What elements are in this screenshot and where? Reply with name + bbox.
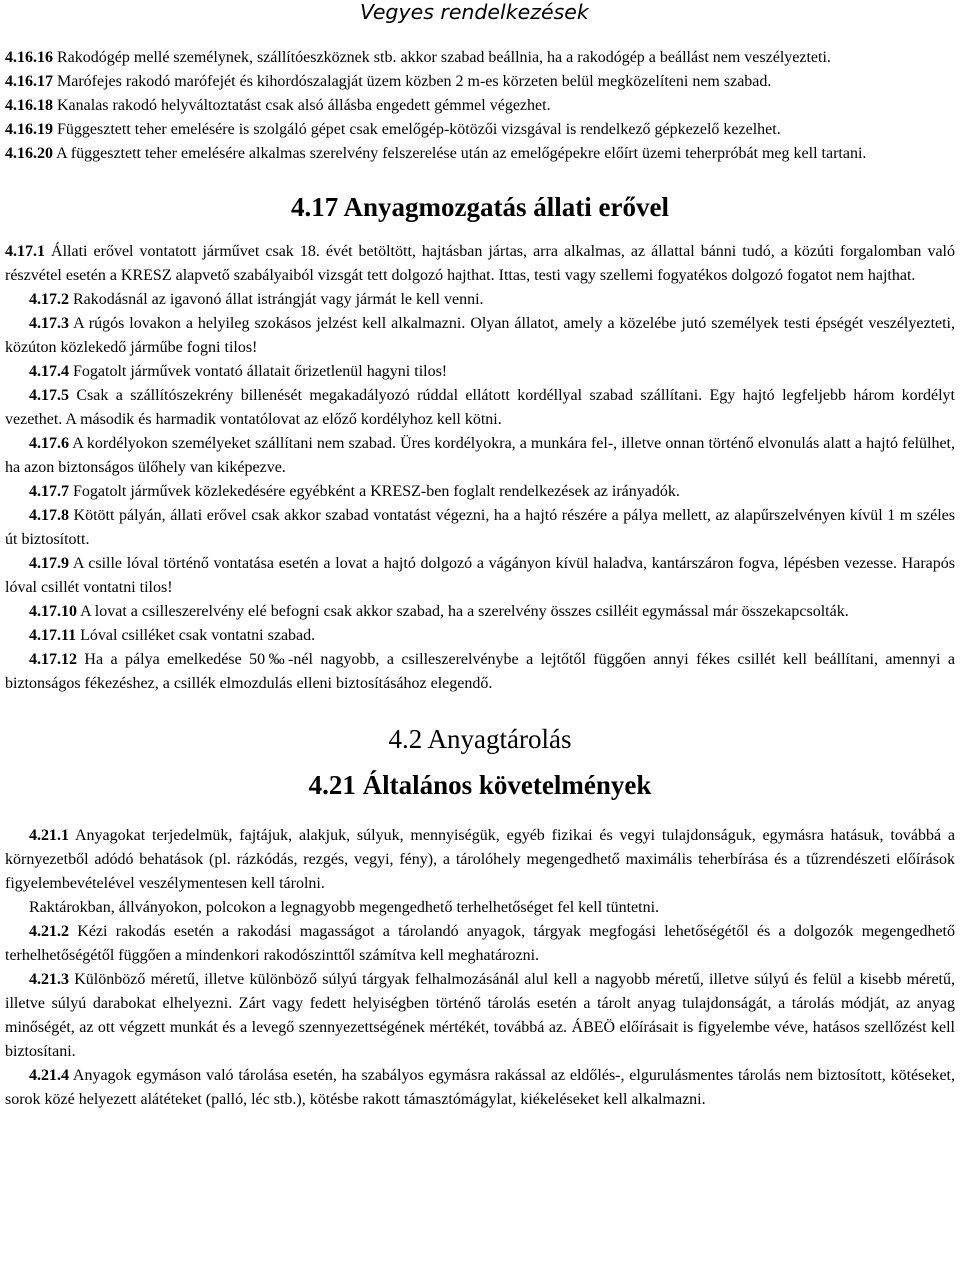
paragraph-4-17-11 — [5, 624, 955, 648]
section-number: 4.17.2 — [29, 291, 69, 308]
paragraph-4-21-1 — [5, 824, 955, 896]
paragraph-4-17-6 — [5, 432, 955, 480]
paragraph-4-21-3 — [5, 968, 955, 1064]
paragraph-text: A rúgós lovakon a helyileg szokásos jelzést kell alkalmazni. Olyan állatot, amely a közelébe jutó személyek testi épségét veszélyezteti, közúton közlekedő járműbe fogni tilos! — [5, 315, 955, 356]
paragraph-text: Ha a pálya emelkedése 50‰-nél nagyobb, a csilleszerelvénybe a lejtőtől függően annyi fékes csillét kell beállítani, amennyi a biztonságos fékezéshez, a csillék elmozdulás elleni biztosításához elegendő. — [5, 651, 955, 692]
paragraph-4-17-1 — [5, 240, 955, 288]
paragraph-text: Anyagokat terjedelmük, fajtájuk, alakjuk, súlyuk, mennyiségük, egyéb fizikai és vegyi tulajdonságuk, egymásra hatásuk, továbbá a környezetből adódó behatások (pl. rázkódás, rezgés, vegyi, fény), a tárolóhely megengedhető maximális teherbírása és a tűzrendészeti előírások figyelembevételével veszélymentesen kell tárolni. — [5, 827, 955, 892]
section-number: 4.16.16 — [5, 49, 53, 66]
heading-4-2: 4.2 Anyagtárolás — [388, 724, 572, 754]
paragraph-text: Kanalas rakodó helyváltoztatást csak alsó állásba engedett gémmel végezhet. — [53, 97, 551, 114]
paragraph-4-16-19 — [5, 118, 955, 142]
paragraph-text: Függesztett teher emelésére is szolgáló gépet csak emelőgép-kötözői vizsgával is rendelkező gépkezelő kezelhet. — [53, 121, 781, 138]
section-number: 4.17.3 — [29, 315, 69, 332]
document-body — [5, 46, 955, 1112]
section-number: 4.21.3 — [29, 971, 69, 988]
section-number: 4.16.20 — [5, 145, 53, 162]
paragraph-text: A kordélyokon személyeket szállítani nem szabad. Üres kordélyokra, a munkára fel-, illetve onnan történő elvonulás alatt a hajtó felülhet, ha azon biztonságos ülőhely van kiképezve. — [5, 435, 955, 476]
section-number: 4.17.12 — [29, 651, 77, 668]
paragraph-text: Kötött pályán, állati erővel csak akkor szabad vontatást végezni, ha a hajtó részére a pálya mellett, az alapűrszelvényen kívül 1 m széles út biztosított. — [5, 507, 955, 548]
paragraph-4-16-18 — [5, 94, 955, 118]
paragraph-text: Állati erővel vontatott járművet csak 18. évét betöltött, hajtásban jártas, arra alkalmas, az állattal bánni tudó, a közúti forgalomban való részvétel esetén a KRESZ alapvető szabályaiból vizsgát tett dolgozó hajthat. Ittas, testi vagy szellemi fogyatékos dolgozó fogatot nem hajthat. — [5, 243, 955, 284]
paragraph-4-21-2 — [5, 920, 955, 968]
section-number: 4.17.6 — [29, 435, 69, 452]
paragraph-4-21-1-b: Raktárokban, állványokon, polcokon a legnagyobb megengedhető terhelhetőséget fel kell tüntetni. — [29, 899, 660, 916]
section-number: 4.17.4 — [29, 363, 69, 380]
section-number: 4.21.1 — [29, 827, 69, 844]
section-number: 4.17.9 — [29, 555, 69, 572]
paragraph-text: Különböző méretű, illetve különböző súlyú tárgyak felhalmozásánál alul kell a nagyobb méretű, illetve súlyú és felül a kisebb méretű, illetve súlyú darabokat elhelyezni. Zárt vagy fedett helyiségben történő tárolás esetén a tárolt anyag tulajdonságát, a tárolás módját, az anyag minőségét, az ott végzett munkát és a levegő szennyezettségének mértékét, továbbá az. ÁBEÖ előírásait is figyelembe véve, hatásos szellőzést kell biztosítani. — [5, 971, 955, 1060]
heading-4-17: 4.17 Anyagmozgatás állati erővel — [291, 192, 669, 222]
paragraph-text: Rakodásnál az igavonó állat istrángját vagy jármát le kell venni. — [69, 291, 484, 308]
section-number: 4.17.8 — [29, 507, 69, 524]
paragraph-4-17-10 — [5, 600, 955, 624]
paragraph-text: A lovat a csilleszerelvény elé befogni csak akkor szabad, ha a szerelvény összes csilléit egymással már összekapcsolták. — [77, 603, 849, 620]
paragraph-text: Lóval csilléket csak vontatni szabad. — [76, 627, 316, 644]
paragraph-text: Fogatolt járművek közlekedésére egyébként a KRESZ-ben foglalt rendelkezések az irányadók. — [69, 483, 680, 500]
paragraph-4-16-16 — [5, 46, 955, 70]
paragraph-4-17-4 — [5, 360, 955, 384]
paragraph-text: Anyagok egymáson való tárolása esetén, ha szabályos egymásra rakással az eldőlés-, elgurulásmentes tárolás nem biztosított, kötéseket, sorok közé helyezett alátéteket (palló, léc stb.), kötésbe rakott támasztómágylat, kiékeléseket kell alkalmazni. — [5, 1067, 955, 1108]
section-number: 4.16.17 — [5, 73, 53, 90]
paragraph-4-16-20 — [5, 142, 955, 166]
paragraph-4-21-4 — [5, 1064, 955, 1112]
paragraph-4-17-12 — [5, 648, 955, 696]
paragraph-4-17-2 — [5, 288, 955, 312]
paragraph-4-16-17 — [5, 70, 955, 94]
section-number: 4.17.7 — [29, 483, 69, 500]
paragraph-text: A függesztett teher emelésére alkalmas szerelvény felszerelése után az emelőgépekre előírt üzemi teherpróbát meg kell tartani. — [53, 145, 867, 162]
section-number: 4.21.4 — [29, 1067, 69, 1084]
section-number: 4.17.11 — [29, 627, 77, 644]
section-number: 4.17.1 — [5, 243, 45, 260]
section-number: 4.17.10 — [29, 603, 77, 620]
running-header: Vegyes rendelkezések — [360, 0, 589, 24]
section-number: 4.21.2 — [29, 923, 69, 940]
paragraph-4-17-9 — [5, 552, 955, 600]
paragraph-text: Rakodógép mellé személynek, szállítóeszköznek stb. akkor szabad beállnia, ha a rakodógép a beállást nem veszélyezteti. — [53, 49, 831, 66]
paragraph-text: Marófejes rakodó marófejét és kihordószalagját üzem közben 2 m-es körzeten belül megközelíteni nem szabad. — [53, 73, 772, 90]
section-number: 4.16.18 — [5, 97, 53, 114]
paragraph-text: A csille lóval történő vontatása esetén a lovat a hajtó dolgozó a vágányon kívül haladva, kantárszáron fogva, lépésben vezesse. Harapós lóval csillét vontatni tilos! — [5, 555, 955, 596]
paragraph-4-17-5 — [5, 384, 955, 432]
heading-4-21: 4.21 Általános követelmények — [308, 770, 652, 800]
paragraph-text: Kézi rakodás esetén a rakodási magasságot a tárolandó anyagok, tárgyak megfogási lehetőségétől és a dolgozók megengedhető terhelhetőségétől függően a mindenkori rakodószinttől számítva kell meghatározni. — [5, 923, 955, 964]
section-number: 4.17.5 — [29, 387, 69, 404]
paragraph-text: Csak a szállítószekrény billenését megakadályozó rúddal ellátott kordéllyal szabad szállítani. Egy hajtó legfeljebb három kordélyt vezethet. A második és harmadik vontatólovat az előző kordélyhoz kell kötni. — [5, 387, 955, 428]
section-number: 4.16.19 — [5, 121, 53, 138]
paragraph-4-17-7 — [5, 480, 955, 504]
paragraph-text: Fogatolt járművek vontató állatait őrizetlenül hagyni tilos! — [69, 363, 448, 380]
paragraph-4-17-8 — [5, 504, 955, 552]
paragraph-4-17-3 — [5, 312, 955, 360]
